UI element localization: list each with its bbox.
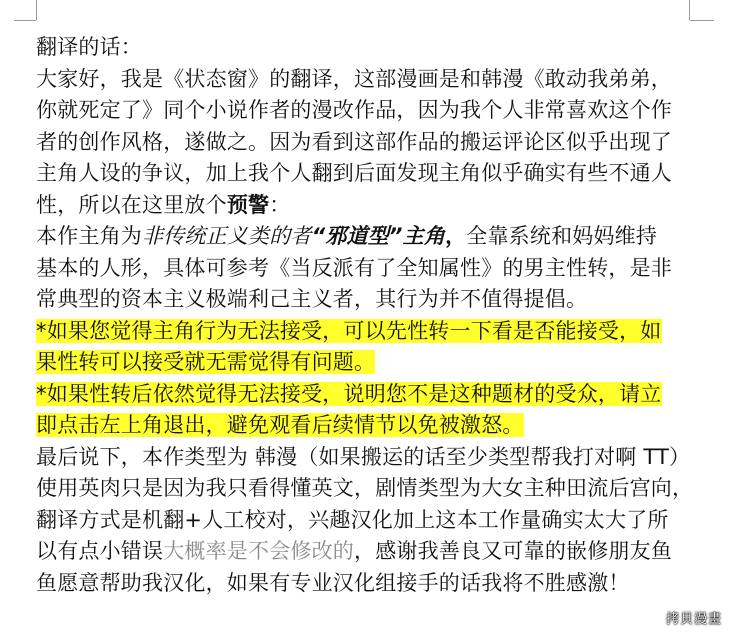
intro-line-4: 主角人设的争议，加上我个人翻到后面发现主角似乎确实有些不通人 [36,161,672,185]
closing-line-4 [36,536,698,568]
intro-line-3: 者的创作风格，遂做之。因为看到这部作品的搬运评论区似乎出现了 [36,129,672,154]
protagonist-type-emphasis: “邪道型”主角 [311,224,446,248]
protagonist-italic-text: 非传统正义类的者 [142,224,312,248]
intro-line-5 [36,190,698,222]
intro-line-5-colon: ： [269,192,291,217]
protagonist-line-3: 常典型的资本主义极端利己主义者，其行为并不值得提倡。 [36,287,588,311]
highlight-text-3: *如果性转后依然觉得无法接受，说明您不是这种题材的受众，请立 [36,381,662,406]
highlight-line-4 [36,410,698,442]
highlight-line-1 [36,316,698,348]
crop-mark-top-left-vertical [36,0,37,20]
closing-line-2: 使用英肉只是因为我只看得懂英文，剧情类型为大女主种田流后宫向， [36,476,694,500]
closing-line-3: 翻译方式是机翻+人工校对，兴趣汉化加上这本工作量确实太大了所 [36,507,669,532]
highlight-line-3 [36,379,698,411]
protagonist-comma: ， [445,224,467,248]
protagonist-line-2: 基本的人形，具体可参考《当反派有了全知属性》的男主性转，是非 [36,255,672,280]
closing-line-5: 鱼愿意帮助我汉化，如果有专业汉化组接手的话我将不胜感激！ [36,570,630,595]
site-watermark: 拷貝漫畫 [665,612,722,627]
highlight-line-2 [36,347,698,379]
intro-line-2: 你就死定了》同个小说作者的漫改作品，因为我个人非常喜欢这个作 [36,98,672,122]
translator-note-title: 翻译的话： [36,35,142,59]
protagonist-line-1-post: 全靠系统和妈妈维持 [466,224,658,248]
intro-line-1: 大家好，我是《状态窗》的翻译，这部漫画是和韩漫《敢动我弟弟， [36,66,672,91]
highlight-text-1: *如果您觉得主角行为无法接受，可以先性转一下看是否能接受，如 [36,318,662,343]
closing-line-4-post: ，感谢我善良又可靠的嵌修朋友鱼 [354,539,673,563]
gray-note-text: 大概率是不会修改的 [163,539,355,563]
intro-line-5-text: 性，所以在这里放个 [36,192,227,217]
closing-line-4-pre: 以有点小错误 [36,539,164,563]
crop-mark-top-left-horizontal [14,20,36,21]
protagonist-line-1 [36,221,698,253]
warning-keyword: 预警 [226,192,270,217]
crop-mark-top-right-vertical [689,0,690,20]
protagonist-line-1-pre: 本作主角为 [36,224,142,248]
highlight-text-2: 果性转可以接受就无需觉得有问题。 [36,350,376,374]
document-body [36,32,698,599]
closing-line-1: 最后说下，本作类型为 韩漫（如果搬运的话至少类型帮我打对啊 TT） [36,444,691,469]
crop-mark-top-right-horizontal [690,20,714,21]
highlight-text-4: 即点击左上角退出，避免观看后续情节以免被激怒。 [36,413,524,437]
